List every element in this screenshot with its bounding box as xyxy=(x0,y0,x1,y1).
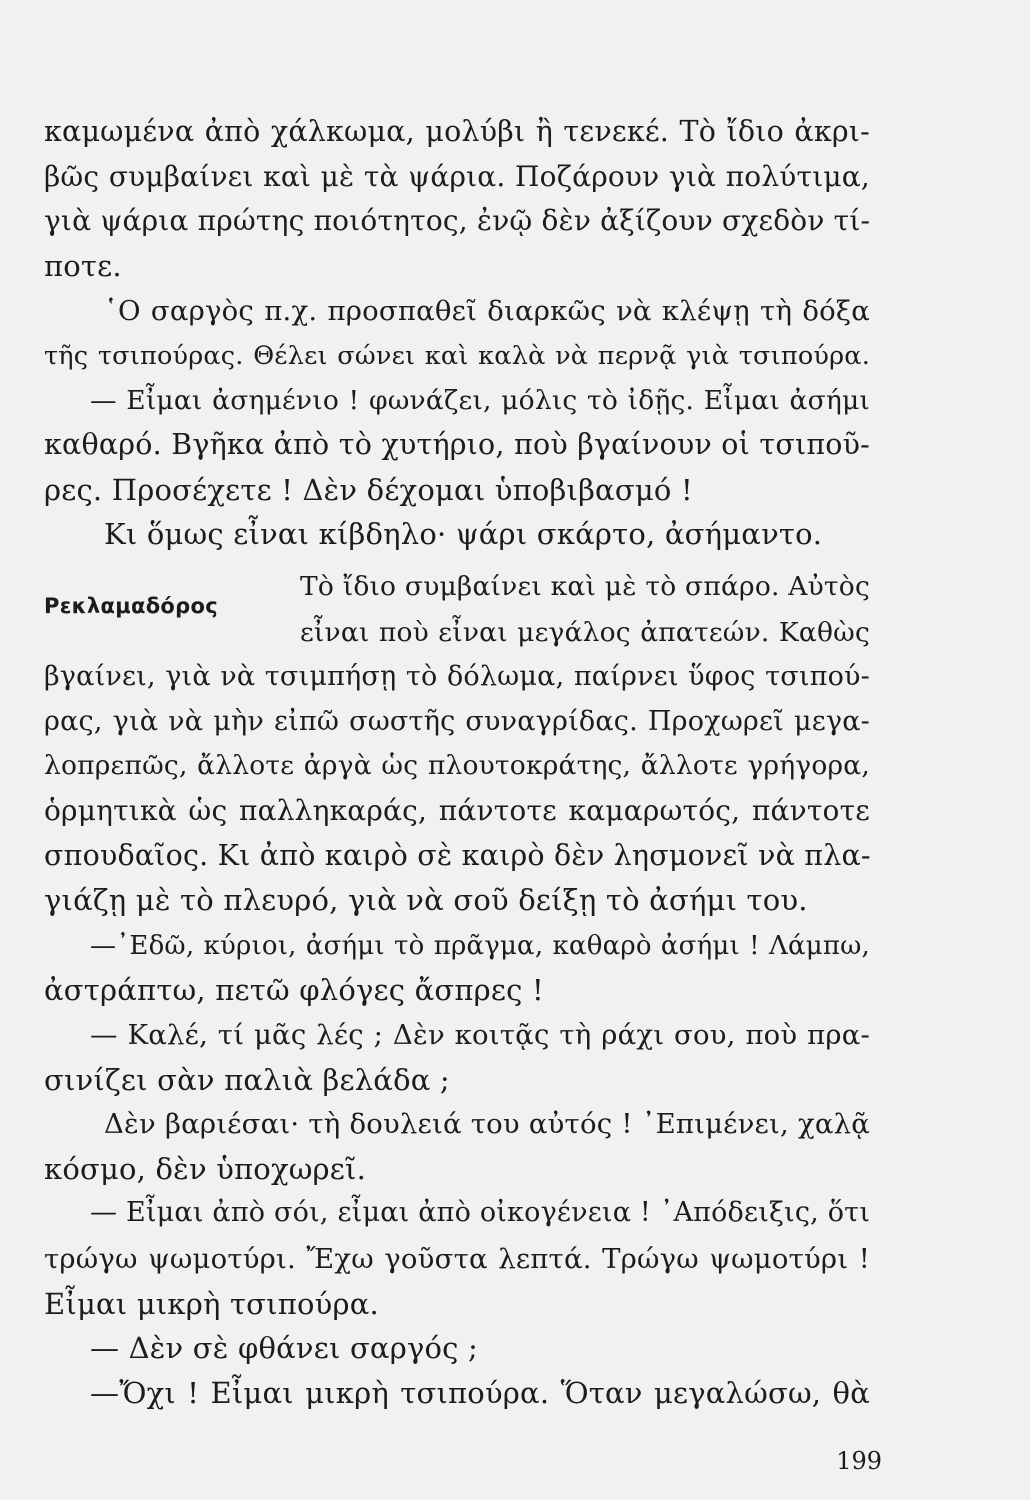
text-line: τρώγω ψωμοτύρι. Ἔχω γοῦστα λεπτά. Τρώγω ψωμοτύρι ! xyxy=(44,1243,870,1275)
text-line: ρες. Προσέχετε ! Δὲν δέχομαι ὑποβιβασμό ! xyxy=(44,473,693,507)
text-line: σπουδαῖος. Κι ἀπὸ καιρὸ σὲ καιρὸ δὲν λησμονεῖ νὰ πλα- xyxy=(44,839,871,872)
text-line: τῆς τσιπούρας. Θέλει σώνει καὶ καλὰ νὰ περνᾷ γιὰ τσιπούρα. xyxy=(44,341,870,371)
page-number: 199 xyxy=(836,1447,882,1475)
dialogue-line: — Καλέ, τί μᾶς λές ; Δὲν κοιτᾷς τὴ ράχι σου, ποὺ πρα- xyxy=(90,1019,870,1051)
text-line: Εἶμαι μικρὴ τσιπούρα. xyxy=(44,1287,379,1321)
side-heading: Ρεκλαμαδόρος xyxy=(44,594,218,618)
text-line: κόσμο, δὲν ὑποχωρεῖ. xyxy=(44,1152,367,1186)
dialogue-line: —᾿Εδῶ, κύριοι, ἀσήμι τὸ πρᾶγμα, καθαρὸ ἀσήμι ! Λάμπω, xyxy=(90,931,870,961)
dialogue-line: — Δὲν σὲ φθάνει σαργός ; xyxy=(90,1331,478,1365)
text-line: Τὸ ἴδιο συμβαίνει καὶ μὲ τὸ σπάρο. Αὐτὸς xyxy=(300,571,870,602)
text-line: εἶναι ποὺ εἶναι μεγάλος ἀπατεών. Καθὼς xyxy=(300,617,870,648)
text-line: Κι ὅμως εἶναι κίβδηλο· ψάρι σκάρτο, ἀσήμαντο. xyxy=(104,517,823,551)
text-line: ῾Ο σαργὸς π.χ. προσπαθεῖ διαρκῶς νὰ κλέψῃ τὴ δόξα xyxy=(104,295,870,327)
text-line: βγαίνει, γιὰ νὰ τσιμπήσῃ τὸ δόλωμα, παίρνει ὕφος τσιπού- xyxy=(44,661,870,692)
text-line: ποτε. xyxy=(44,249,122,283)
text-line: ὁρμητικὰ ὡς παλληκαράς, πάντοτε καμαρωτός, πάντοτε xyxy=(44,794,870,827)
text-line: καθαρό. Βγῆκα ἀπὸ τὸ χυτήριο, ποὺ βγαίνουν οἱ τσιποῦ- xyxy=(44,428,870,461)
text-line: ρας, γιὰ νὰ μὴν εἰπῶ σωστῆς συναγρίδας. Προχωρεῖ μεγα- xyxy=(44,706,870,737)
dialogue-line: —Ὄχι ! Εἶμαι μικρὴ τσιπούρα. Ὅταν μεγαλώσω, θὰ xyxy=(90,1376,870,1410)
text-line: βῶς συμβαίνει καὶ μὲ τὰ ψάρια. Ποζάρουν γιὰ πολύτιμα, xyxy=(44,160,870,193)
text-line: γιάζῃ μὲ τὸ πλευρό, γιὰ νὰ σοῦ δείξῃ τὸ ἀσήμι του. xyxy=(44,883,808,917)
text-line: ἀστράπτω, πετῶ φλόγες ἄσπρες ! xyxy=(44,973,544,1007)
dialogue-line: — Εἶμαι ἀσημένιο ! φωνάζει, μόλις τὸ ἰδῇς. Εἶμαι ἀσήμι xyxy=(90,385,870,416)
dialogue-line: — Εἶμαι ἀπὸ σόι, εἶμαι ἀπὸ οἰκογένεια ! ᾿Απόδειξις, ὅτι xyxy=(90,1197,871,1228)
text-line: γιὰ ψάρια πρώτης ποιότητος, ἐνῷ δὲν ἀξίζουν σχεδὸν τί- xyxy=(44,204,871,237)
text-line: Δὲν βαριέσαι· τὴ δουλειά του αὐτός ! ᾿Επιμένει, χαλᾷ xyxy=(104,1108,870,1140)
text-line: καμωμένα ἀπὸ χάλκωμα, μολύβι ἢ τενεκέ. Τὸ ἴδιο ἀκρι- xyxy=(44,115,870,148)
text-line: σινίζει σὰν παλιὰ βελάδα ; xyxy=(44,1063,450,1097)
text-line: λοπρεπῶς, ἄλλοτε ἀργὰ ὡς πλουτοκράτης, ἄλλοτε γρήγορα, xyxy=(44,750,870,781)
